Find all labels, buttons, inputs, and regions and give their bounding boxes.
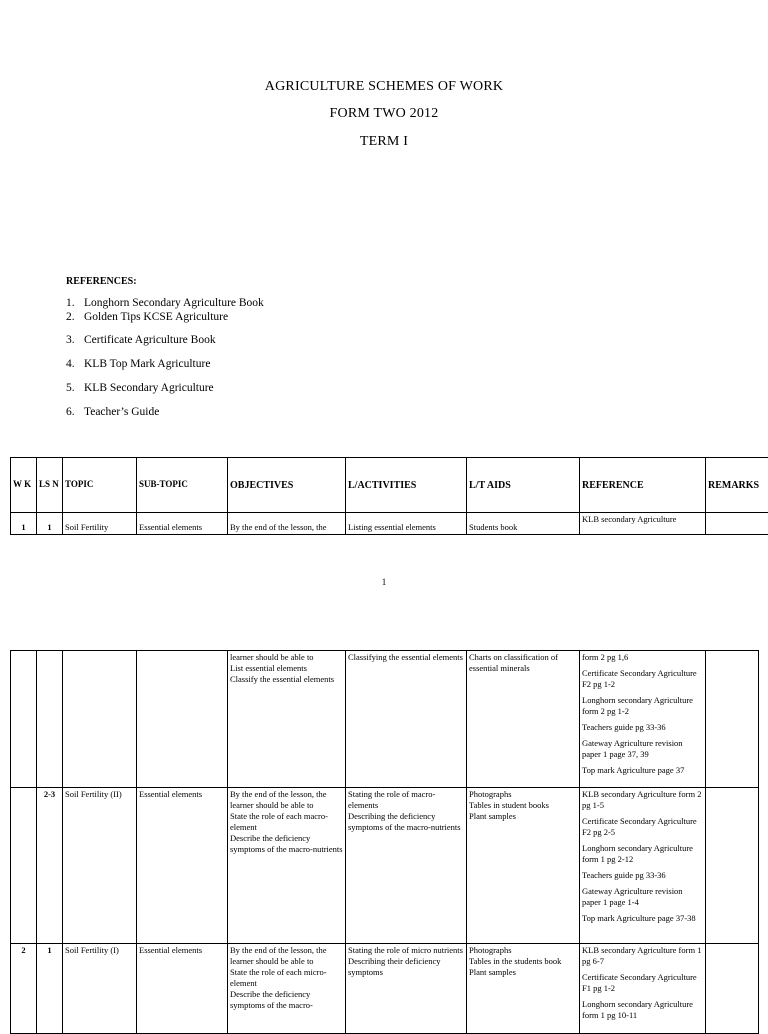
- references-heading: REFERENCES:: [66, 276, 137, 287]
- cell-activities: Classifying the essential elements: [346, 651, 467, 788]
- reference-line: Certificate Secondary Agriculture F2 pg 2-5: [582, 816, 703, 838]
- cell-remarks: [706, 944, 759, 1034]
- cell-remarks: [706, 788, 759, 944]
- scheme-table-page1: [10, 457, 768, 535]
- reference-line: Teachers guide pg 33-36: [582, 722, 703, 733]
- cell-objectives: learner should be able to List essential elements Classify the essential elements: [228, 651, 346, 788]
- cell-objectives: By the end of the lesson, the learner should be able to State the role of each macro-element Describe the deficiency symptoms of the macro-nutrients: [228, 788, 346, 944]
- cell-subtopic: Essential elements: [137, 513, 228, 535]
- cell-aids: Charts on classification of essential minerals: [467, 651, 580, 788]
- reference-item: 6. Teacher’s Guide: [66, 406, 159, 418]
- cell-topic: Soil Fertility: [63, 513, 137, 535]
- cell-remarks: [706, 513, 768, 535]
- cell-week: [11, 651, 37, 788]
- cell-topic: Soil Fertility (I): [63, 944, 137, 1034]
- cell-topic: [63, 651, 137, 788]
- reference-line: Gateway Agriculture revision paper 1 page 1-4: [582, 886, 703, 908]
- reference-line: Top mark Agriculture page 37-38: [582, 913, 703, 924]
- cell-activities: Listing essential elements: [346, 513, 467, 535]
- cell-lesson: 1: [37, 944, 63, 1034]
- header-objectives: OBJECTIVES: [228, 458, 346, 513]
- cell-subtopic: Essential elements: [137, 788, 228, 944]
- table-row: [11, 513, 768, 535]
- cell-reference: [580, 788, 706, 944]
- cell-lesson: 2-3: [37, 788, 63, 944]
- cell-week: 1: [11, 513, 37, 535]
- reference-line: Teachers guide pg 33-36: [582, 870, 703, 881]
- cell-reference: KLB secondary Agriculture: [580, 513, 706, 535]
- reference-line: Certificate Secondary Agriculture F1 pg 1-2: [582, 972, 703, 994]
- header-subtopic: SUB-TOPIC: [137, 458, 228, 513]
- cell-subtopic: [137, 651, 228, 788]
- table-row: [11, 944, 759, 1034]
- cell-activities: Stating the role of micro nutrients Describing their deficiency symptoms: [346, 944, 467, 1034]
- document-term: TERM I: [0, 134, 768, 150]
- cell-aids: Photographs Tables in the students book Plant samples: [467, 944, 580, 1034]
- page-number: 1: [0, 577, 768, 587]
- document-title: AGRICULTURE SCHEMES OF WORK: [0, 79, 768, 95]
- scheme-table-page2: [10, 650, 759, 1034]
- reference-item: 1. Longhorn Secondary Agriculture Book: [66, 297, 264, 309]
- cell-aids: Students book: [467, 513, 580, 535]
- reference-line: Longhorn secondary Agriculture form 1 pg 2-12: [582, 843, 703, 865]
- cell-reference: [580, 651, 706, 788]
- cell-reference: [580, 944, 706, 1034]
- table-row: [11, 651, 759, 788]
- reference-line: Longhorn secondary Agriculture form 1 pg 10-11: [582, 999, 703, 1021]
- cell-remarks: [706, 651, 759, 788]
- reference-item: 4. KLB Top Mark Agriculture: [66, 358, 210, 370]
- document-form: FORM TWO 2012: [0, 106, 768, 122]
- header-topic: TOPIC: [63, 458, 137, 513]
- header-week: W K: [11, 458, 37, 513]
- cell-subtopic: Essential elements: [137, 944, 228, 1034]
- cell-week: [11, 788, 37, 944]
- reference-item: 5. KLB Secondary Agriculture: [66, 382, 214, 394]
- reference-line: Longhorn secondary Agriculture form 2 pg 1-2: [582, 695, 703, 717]
- reference-line: form 2 pg 1,6: [582, 652, 703, 663]
- header-aids: L/T AIDS: [467, 458, 580, 513]
- cell-week: 2: [11, 944, 37, 1034]
- cell-objectives: By the end of the lesson, the: [228, 513, 346, 535]
- header-lesson: LS N: [37, 458, 63, 513]
- cell-lesson: 1: [37, 513, 63, 535]
- reference-line: KLB secondary Agriculture form 1 pg 6-7: [582, 945, 703, 967]
- table-row: [11, 788, 759, 944]
- cell-lesson: [37, 651, 63, 788]
- table-header-row: [11, 458, 768, 513]
- header-activities: L/ACTIVITIES: [346, 458, 467, 513]
- header-remarks: REMARKS: [706, 458, 768, 513]
- reference-item: 2. Golden Tips KCSE Agriculture: [66, 311, 228, 323]
- header-reference: REFERENCE: [580, 458, 706, 513]
- reference-line: KLB secondary Agriculture form 2 pg 1-5: [582, 789, 703, 811]
- cell-aids: Photographs Tables in student books Plant samples: [467, 788, 580, 944]
- reference-line: Certificate Secondary Agriculture F2 pg 1-2: [582, 668, 703, 690]
- cell-topic: Soil Fertility (II): [63, 788, 137, 944]
- cell-objectives: By the end of the lesson, the learner should be able to State the role of each micro-element Describe the deficiency symptoms of the macro-: [228, 944, 346, 1034]
- reference-line: Gateway Agriculture revision paper 1 page 37, 39: [582, 738, 703, 760]
- reference-item: 3. Certificate Agriculture Book: [66, 334, 216, 346]
- cell-activities: Stating the role of macro-elements Describing the deficiency symptoms of the macro-nutrients: [346, 788, 467, 944]
- reference-line: Top mark Agriculture page 37: [582, 765, 703, 776]
